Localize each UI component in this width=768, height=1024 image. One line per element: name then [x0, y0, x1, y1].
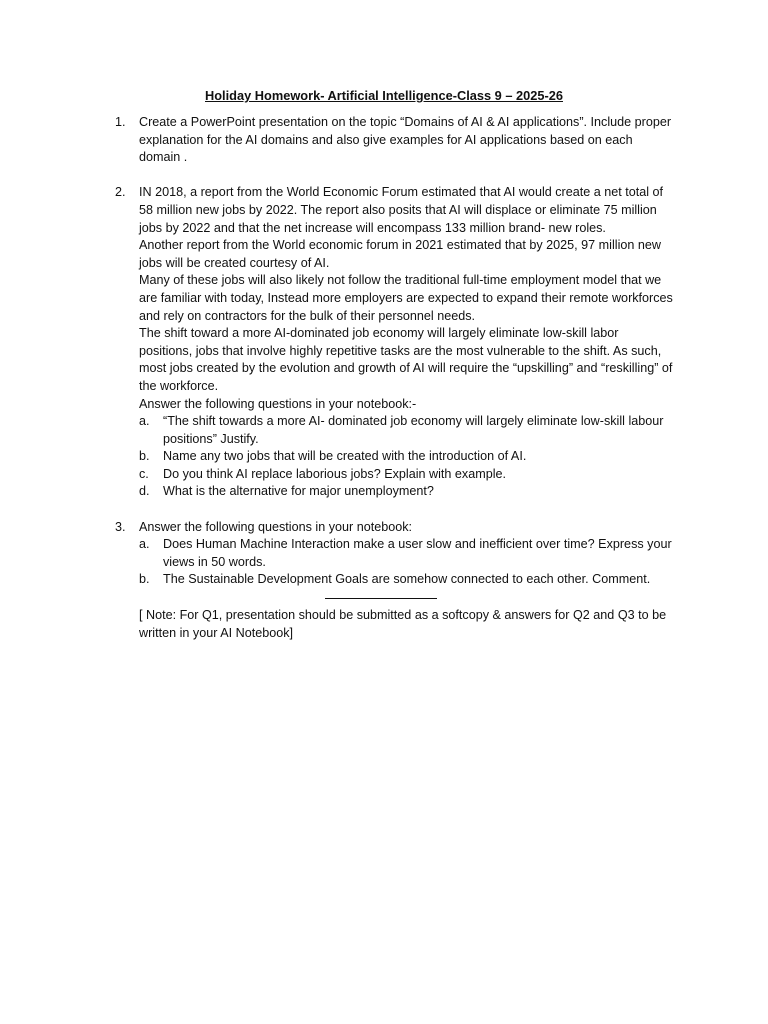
question-list — [115, 114, 675, 660]
sub-question — [139, 466, 675, 484]
question-paragraph: The shift toward a more AI-dominated job economy will largely eliminate low-skill labor positions, jobs that involve highly repetitive tasks are the most vulnerable to the shift. As such, most jobs created by the evolution and growth of AI will require the “upskilling” and “reskilling” of the workforce. — [139, 326, 673, 393]
question-body — [139, 114, 675, 167]
sub-question-label: b. — [139, 449, 150, 464]
question-text: Answer the following questions in your notebook: — [139, 519, 413, 534]
sub-question-label: d. — [139, 484, 150, 499]
sub-question-text: Does Human Machine Interaction make a user slow and inefficient over time? Express your views in 50 words. — [163, 537, 672, 569]
sub-question-text: Name any two jobs that will be created with the introduction of AI. — [163, 449, 527, 464]
sub-question — [139, 448, 675, 466]
sub-question-text: The Sustainable Development Goals are somehow connected to each other. Comment. — [163, 572, 651, 587]
question-3 — [115, 519, 675, 643]
question-number: 3. — [115, 519, 126, 534]
sub-question-text: Do you think AI replace laborious jobs? Explain with example. — [163, 466, 507, 481]
question-number: 2. — [115, 185, 126, 200]
sub-question-list — [139, 536, 675, 589]
sub-question-label: a. — [139, 537, 150, 552]
page-title: Holiday Homework- Artificial Intelligence-Class 9 – 2025-26 — [205, 88, 563, 103]
sub-question-text: What is the alternative for major unemployment? — [163, 484, 434, 499]
sub-question-list — [139, 413, 675, 501]
separator-line — [325, 598, 437, 599]
sub-question — [139, 536, 675, 571]
question-paragraph: Another report from the World economic forum in 2021 estimated that by 2025, 97 million new jobs will be created courtesy of AI. — [139, 238, 661, 270]
submission-note: [ Note: For Q1, presentation should be submitted as a softcopy & answers for Q2 and Q3 to be written in your AI Notebook] — [139, 608, 667, 640]
question-paragraph: Answer the following questions in your notebook:- — [139, 396, 417, 411]
question-text: Create a PowerPoint presentation on the topic “Domains of AI & AI applications”. Include proper explanation for the AI domains and also give examples for AI applications based on each domain . — [139, 115, 672, 165]
question-2 — [115, 184, 675, 501]
question-body — [139, 519, 675, 643]
sub-question — [139, 413, 675, 448]
question-1 — [115, 114, 675, 167]
sub-question-label: a. — [139, 414, 150, 429]
sub-question — [139, 483, 675, 501]
question-paragraph: Many of these jobs will also likely not follow the traditional full-time employment model that we are familiar with today, Instead more employers are expected to expand their remote workforces and rely on contractors for the bulk of their personnel needs. — [139, 273, 673, 323]
sub-question — [139, 571, 675, 589]
sub-question-label: c. — [139, 466, 149, 481]
sub-question-label: b. — [139, 572, 150, 587]
question-paragraph: IN 2018, a report from the World Economic Forum estimated that AI would create a net total of 58 million new jobs by 2022. The report also posits that AI will displace or eliminate 75 million jobs by 2022 and that the net increase will encompass 133 million brand- new roles. — [139, 185, 664, 235]
question-number: 1. — [115, 115, 126, 129]
sub-question-text: “The shift towards a more AI- dominated job economy will largely eliminate low-skill labour positions” Justify. — [163, 414, 664, 446]
question-body — [139, 184, 675, 501]
